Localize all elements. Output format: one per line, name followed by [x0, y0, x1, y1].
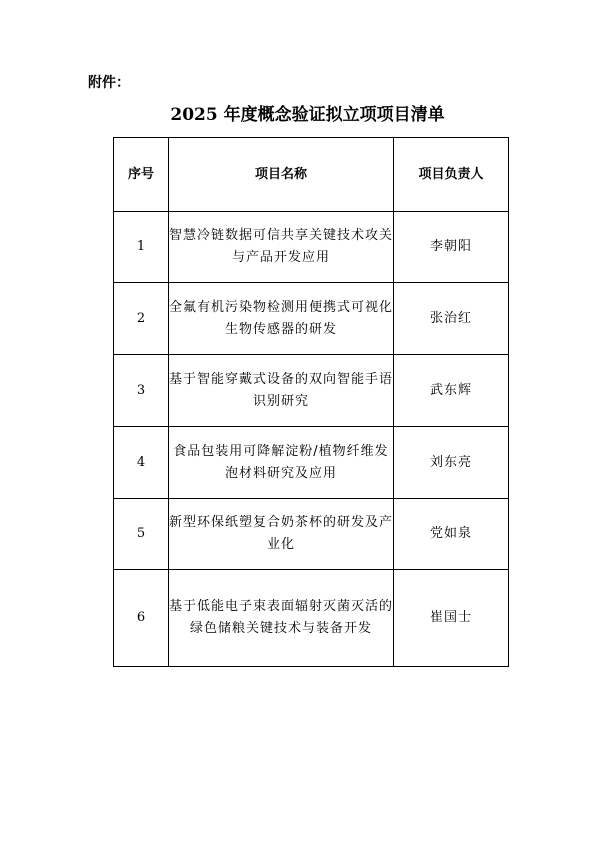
table-row: [114, 427, 509, 499]
document-title: 2025 年度概念验证拟立项项目清单: [170, 105, 445, 125]
row-project-leader: 崔国士: [394, 570, 509, 667]
table-header-row: [114, 138, 509, 212]
header-project-name: 项目名称: [169, 138, 394, 212]
row-project-leader: 武东辉: [394, 355, 509, 427]
project-table: [113, 137, 509, 667]
row-project-leader: 李朝阳: [394, 212, 509, 283]
row-project-name: 全氟有机污染物检测用便携式可视化生物传感器的研发: [169, 283, 394, 355]
header-index: 序号: [114, 138, 169, 212]
row-project-leader: 党如泉: [394, 499, 509, 570]
table-row: [114, 212, 509, 283]
table-row: [114, 355, 509, 427]
row-project-leader: 张治红: [394, 283, 509, 355]
table-row: [114, 570, 509, 667]
row-index: 5: [114, 499, 169, 570]
table-row: [114, 283, 509, 355]
row-project-name: 新型环保纸塑复合奶茶杯的研发及产业化: [169, 499, 394, 570]
row-index: 6: [114, 570, 169, 667]
row-project-leader: 刘东亮: [394, 427, 509, 499]
row-index: 1: [114, 212, 169, 283]
row-project-name: 基于智能穿戴式设备的双向智能手语识别研究: [169, 355, 394, 427]
row-project-name: 食品包装用可降解淀粉/植物纤维发泡材料研究及应用: [169, 427, 394, 499]
table-row: [114, 499, 509, 570]
row-index: 4: [114, 427, 169, 499]
header-project-leader: 项目负责人: [394, 138, 509, 212]
attachment-label: 附件：: [88, 75, 130, 91]
row-project-name: 智慧冷链数据可信共享关键技术攻关与产品开发应用: [169, 212, 394, 283]
row-index: 3: [114, 355, 169, 427]
row-project-name: 基于低能电子束表面辐射灭菌灭活的绿色储粮关键技术与装备开发: [169, 570, 394, 667]
row-index: 2: [114, 283, 169, 355]
